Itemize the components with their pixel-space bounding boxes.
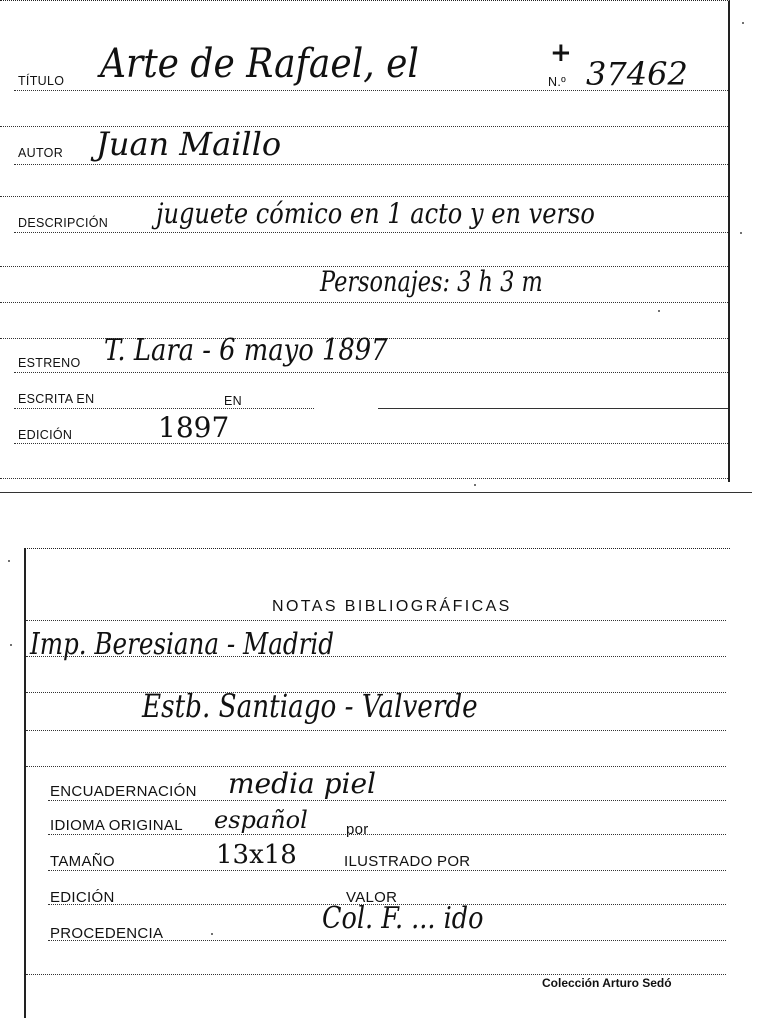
- ruled-line: [14, 372, 728, 373]
- ruled-line: [48, 834, 726, 835]
- autor-label: AUTOR: [18, 146, 64, 160]
- numero-value: 37462: [586, 55, 688, 93]
- scan-speck: [658, 310, 660, 312]
- ruled-line: [26, 730, 726, 731]
- escrita-en-label: ESCRITA EN: [18, 392, 95, 406]
- ruled-line: [0, 478, 728, 479]
- procedencia-value: Col. F. ... ido: [322, 901, 484, 936]
- ruled-line: [26, 620, 726, 621]
- idioma-label: IDIOMA ORIGINAL: [50, 817, 183, 834]
- numero-mark: +: [550, 38, 572, 68]
- notas-heading: NOTAS BIBLIOGRÁFICAS: [272, 598, 512, 615]
- card-separator: [0, 492, 752, 493]
- escrita-en-en-label: EN: [224, 394, 242, 408]
- encuadernacion-label: ENCUADERNACIÓN: [50, 783, 197, 800]
- descripcion-label: DESCRIPCIÓN: [18, 216, 109, 230]
- collection-footer: Colección Arturo Sedó: [542, 976, 672, 990]
- ruled-line: [378, 408, 728, 409]
- ruled-line: [0, 302, 728, 303]
- numero-label: N.º: [548, 75, 566, 89]
- nota-line-2: Estb. Santiago - Valverde: [142, 687, 478, 725]
- scan-speck: [474, 484, 476, 486]
- ruled-line: [26, 974, 726, 975]
- edicion-bottom-label: EDICIÓN: [50, 889, 115, 906]
- scan-speck: [742, 22, 744, 24]
- scan-speck: [8, 560, 10, 562]
- edicion-value: 1897: [158, 411, 230, 444]
- descripcion-value: juguete cómico en 1 acto y en verso: [156, 197, 595, 230]
- ruled-line: [14, 232, 728, 233]
- titulo-value: Arte de Rafael, el: [100, 41, 419, 87]
- nota-line-1: Imp. Beresiana - Madrid: [30, 627, 334, 662]
- valor-label: VALOR: [346, 889, 398, 906]
- scan-speck: [10, 644, 12, 646]
- tamano-label: TAMAÑO: [50, 853, 115, 870]
- edicion-label: EDICIÓN: [18, 428, 73, 442]
- ruled-line: [48, 870, 726, 871]
- dot-mark: [211, 933, 213, 935]
- ruled-line: [14, 164, 728, 165]
- ruled-line: [14, 408, 314, 409]
- ruled-line: [48, 800, 726, 801]
- procedencia-label: PROCEDENCIA: [50, 925, 164, 942]
- titulo-label: TÍTULO: [18, 74, 65, 88]
- ruled-line: [26, 766, 726, 767]
- estreno-label: ESTRENO: [18, 356, 81, 370]
- ilustrado-label: ILUSTRADO POR: [344, 853, 471, 870]
- tamano-value: 13x18: [216, 840, 297, 870]
- idioma-por-label: por: [346, 821, 369, 838]
- scan-speck: [740, 232, 742, 234]
- estreno-value: T. Lara - 6 mayo 1897: [104, 333, 388, 368]
- encuadernacion-value: media piel: [228, 767, 376, 800]
- descripcion-value-2: Personajes: 3 h 3 m: [320, 265, 543, 298]
- autor-value: Juan Maillo: [96, 125, 282, 163]
- ruled-line: [14, 443, 728, 444]
- idioma-value: español: [214, 806, 308, 834]
